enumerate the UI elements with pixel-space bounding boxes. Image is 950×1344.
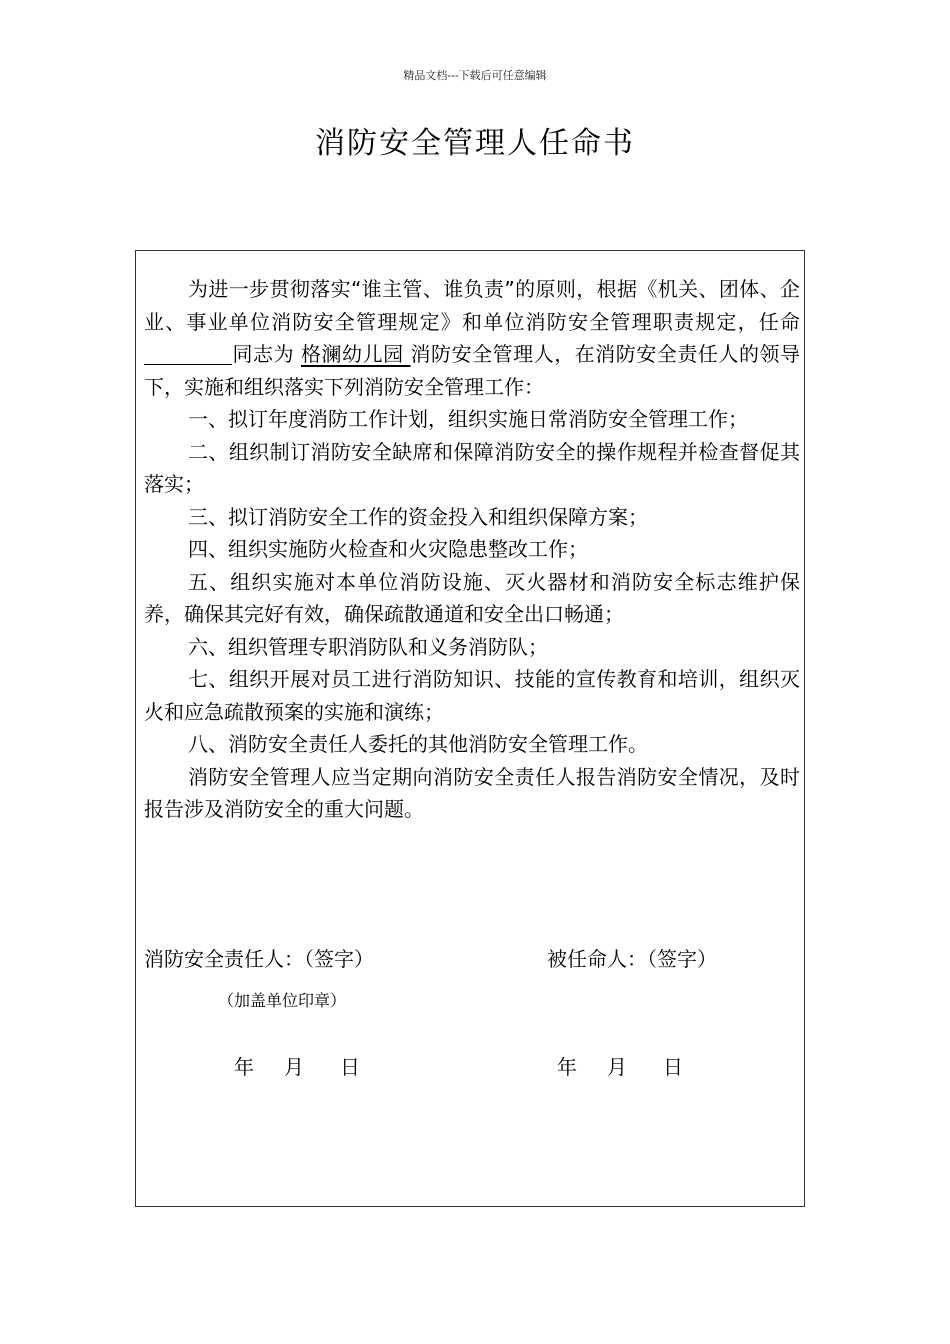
duty-item-1: 一、拟订年度消防工作计划，组织实施日常消防安全管理工作； xyxy=(188,407,748,431)
left-day-label: 日 xyxy=(340,1055,360,1079)
duty-item-3: 三、拟订消防安全工作的资金投入和组织保障方案； xyxy=(188,504,648,529)
left-year-label: 年 xyxy=(234,1055,254,1079)
intro-paragraph xyxy=(144,273,800,403)
duty-item-2: 二、组织制订消防安全缺席和保障消防安全的操作规程并检查督促其落实； xyxy=(144,439,800,496)
right-year-label: 年 xyxy=(557,1055,577,1079)
duty-item-7: 七、组织开展对员工进行消防知识、技能的宣传教育和培训，组织灭火和应急疏散预案的实施和演练； xyxy=(144,667,800,724)
duty-item-6: 六、组织管理专职消防队和义务消防队； xyxy=(188,634,548,659)
stamp-note: （加盖单位印章） xyxy=(218,991,347,1010)
intro-text-3: 消防安全管理人，在消防安全责任人的领导下，实施和组织落实下列消防安全管理工作： xyxy=(144,342,801,399)
right-date-line xyxy=(557,1051,683,1080)
right-day-label: 日 xyxy=(663,1055,683,1079)
intro-text-2: 同志为 xyxy=(232,342,301,366)
intro-text-1: 为进一步贯彻落实“谁主管、谁负责”的原则，根据《机关、团体、企业、事业单位消防安全管理规定》和单位消防安全管理职责规定，任命 xyxy=(144,277,800,334)
header-note: 精品文档---下载后可任意编辑 xyxy=(403,69,547,82)
document-title: 消防安全管理人任命书 xyxy=(315,126,635,161)
left-date-line xyxy=(234,1051,360,1080)
duty-item-4: 四、组织实施防火检查和火灾隐患整改工作； xyxy=(188,537,588,561)
closing-paragraph: 消防安全管理人应当定期向消防安全责任人报告消防安全情况，及时报告涉及消防安全的重大问题。 xyxy=(144,764,800,821)
left-month-label: 月 xyxy=(284,1055,304,1079)
appointee-name-blank xyxy=(144,342,232,365)
right-month-label: 月 xyxy=(607,1055,627,1079)
appointee-signature-label: 被任命人：（签字） xyxy=(547,947,717,971)
organization-name: 格澜幼儿园 xyxy=(301,342,411,366)
document-body xyxy=(144,273,800,826)
duty-item-5: 五、组织实施对本单位消防设施、灭火器材和消防安全标志维护保养，确保其完好有效，确保疏散通道和安全出口畅通； xyxy=(144,569,800,626)
responsible-person-signature-label: 消防安全责任人：（签字） xyxy=(144,947,374,971)
duty-item-8: 八、消防安全责任人委托的其他消防安全管理工作。 xyxy=(188,732,648,756)
